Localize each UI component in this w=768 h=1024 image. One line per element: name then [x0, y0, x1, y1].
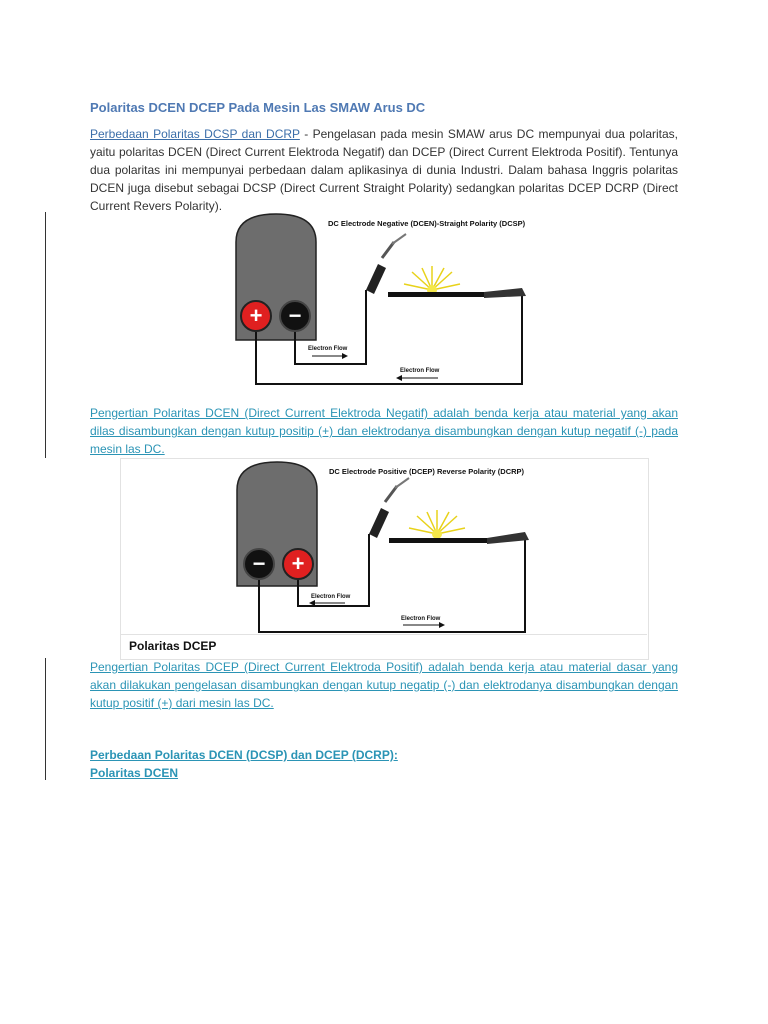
diagram-title: DC Electrode Negative (DCEN)-Straight Polarity (DCSP) — [328, 219, 526, 228]
dcen-subheading[interactable]: Polaritas DCEN — [90, 766, 179, 780]
figure-caption-row — [121, 634, 647, 659]
dcen-diagram — [232, 212, 536, 388]
intro-link[interactable]: Perbedaan Polaritas DCSP dan DCRP — [90, 127, 300, 141]
revision-bar — [45, 212, 46, 458]
dcep-definition — [90, 658, 678, 712]
document-title: Polaritas DCEN DCEP Pada Mesin Las SMAW Arus DC — [90, 100, 426, 115]
intro-paragraph — [90, 125, 678, 215]
dcen-definition-link[interactable]: Pengertian Polaritas DCEN (Direct Current Elektroda Negatif) adalah benda kerja atau material yang akan dilas disambungkan dengan kutup positip (+) dan elektrodanya disambungkan dengan kutup negatif (-) pada mesin las DC. — [90, 406, 678, 456]
right-terminal-symbol: + — [291, 551, 305, 576]
arc-glow — [432, 529, 442, 539]
dcen-definition — [90, 404, 678, 458]
workpiece — [388, 292, 488, 297]
flow-label-bottom: Electron Flow — [401, 616, 441, 622]
intro-text: - Pengelasan pada mesin SMAW arus DC mempunyai dua polaritas, yaitu polaritas DCEN (Direct Current Elektroda Negatif) dan DCEP (Direct Current Elektroda Positif). Tentunya dua polaritas ini mempunyai perbedaan dalam aplikasinya di dunia Industri. Dalam bahasa Inggris polaritas DCEN juga disebut sebagai DCSP (Direct Current Straight Polarity) sedangkan polaritas DCEP DCRP (Direct Current Revers Polarity). — [90, 127, 678, 213]
figure-caption: Polaritas DCEP — [129, 639, 217, 653]
right-terminal-symbol: − — [288, 303, 302, 328]
flow-label-left: Electron Flow — [308, 346, 348, 352]
left-terminal-symbol: − — [252, 551, 266, 576]
left-terminal-symbol: + — [249, 303, 263, 328]
workpiece — [389, 538, 493, 543]
comparison-heading[interactable]: Perbedaan Polaritas DCEN (DCSP) dan DCEP (DCRP): — [90, 748, 398, 762]
revision-bar — [45, 658, 46, 780]
flow-label-left: Electron Flow — [311, 594, 351, 600]
diagram-title: DC Electrode Positive (DCEP) Reverse Polarity (DCRP) — [329, 467, 525, 476]
dcep-diagram — [233, 460, 537, 636]
dcep-definition-link[interactable]: Pengertian Polaritas DCEP (Direct Current Elektroda Positif) adalah benda kerja atau material dasar yang akan dilakukan pengelasan disambungkan dengan kutup negatip (-) dan elektrodanya disambungkan dengan kutup positif (+) dari mesin las DC. — [90, 660, 678, 710]
flow-label-bottom: Electron Flow — [400, 368, 440, 374]
